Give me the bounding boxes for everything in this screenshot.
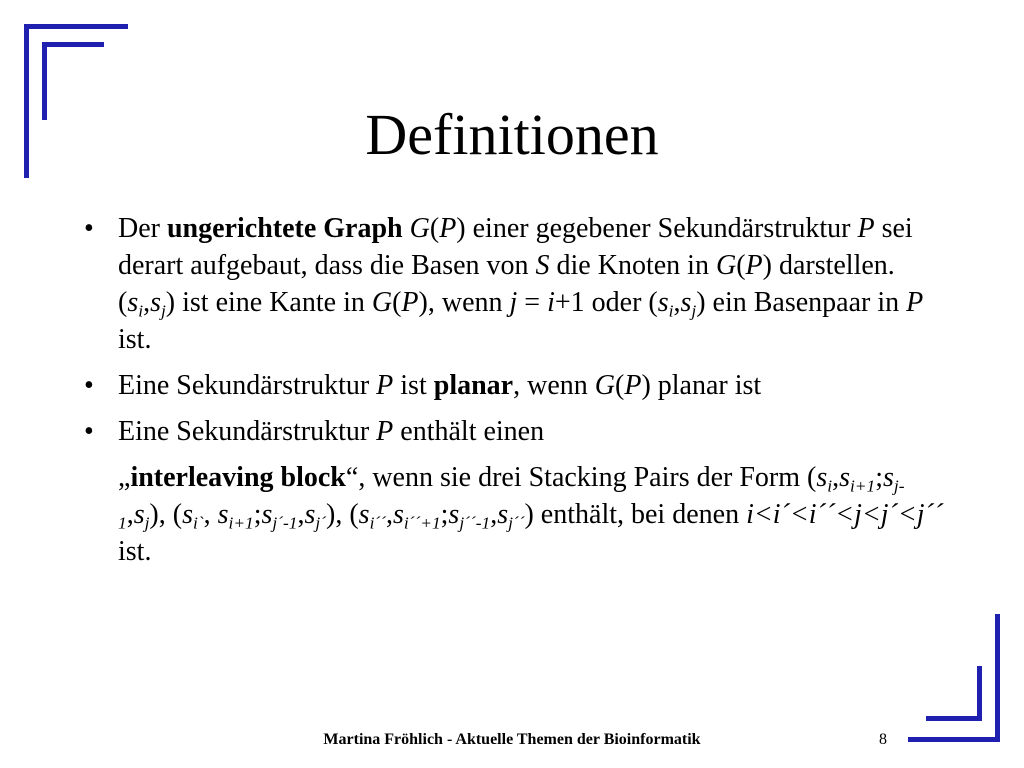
- math-var: s: [392, 499, 404, 530]
- math-subscript: i`: [192, 513, 204, 533]
- text-run: ) ist eine Kante in: [165, 287, 372, 318]
- math-var: s: [839, 462, 850, 493]
- math-var: G: [715, 250, 737, 281]
- text-run: ,: [385, 499, 393, 530]
- math-var: s: [657, 287, 669, 318]
- bullet-planar-definition: [80, 367, 950, 404]
- text-run: (: [615, 370, 625, 401]
- math-var: G: [371, 287, 393, 318]
- math-var: G: [594, 370, 615, 401]
- text-run: Der: [118, 213, 167, 244]
- math-var: s: [882, 462, 894, 493]
- math-var: P: [906, 287, 924, 318]
- math-var: s: [127, 287, 139, 318]
- text-run: ,: [490, 499, 498, 530]
- text-run: (: [392, 287, 402, 318]
- term-ungerichtete-graph: ungerichtete Graph: [166, 213, 403, 244]
- text-run: ist.: [118, 324, 152, 355]
- math-subscript: j: [160, 301, 166, 321]
- corner-frame-bottom-right-outer-vertical: [995, 614, 1000, 742]
- corner-frame-top-left-inner-horizontal: [42, 42, 104, 47]
- math-var: P: [439, 213, 457, 244]
- math-var: s: [358, 499, 370, 530]
- math-subscript: i: [138, 301, 144, 321]
- corner-frame-top-left-outer-horizontal: [24, 24, 128, 29]
- page-number: 8: [879, 731, 887, 748]
- math-var: s: [217, 499, 229, 530]
- index-inequality: i<i´<i´´<j<j´<j´´: [746, 499, 944, 530]
- text-run: ,: [203, 499, 218, 530]
- math-var: j: [509, 287, 518, 318]
- text-run: ), (: [326, 499, 359, 530]
- math-var: s: [816, 462, 828, 493]
- corner-frame-bottom-right-inner-vertical: [977, 666, 982, 720]
- text-run: (: [736, 250, 746, 281]
- math-var: s: [680, 287, 692, 318]
- text-run: sei derart aufgebaut, dass die Basen von: [118, 213, 913, 281]
- text-run: ,: [126, 499, 134, 530]
- text-run: ) enthält, bei denen: [524, 499, 747, 530]
- math-subscript: j-1: [118, 476, 905, 533]
- math-subscript: j: [144, 513, 150, 533]
- text-run: [403, 213, 410, 244]
- text-run: +1 oder (: [554, 287, 658, 318]
- text-run: Eine Sekundärstruktur: [118, 370, 377, 401]
- math-subscript: i´´+1: [403, 513, 441, 533]
- text-run: ) ein Basenpaar in: [696, 287, 907, 318]
- bullet-marker: •: [84, 213, 94, 244]
- term-planar: planar: [433, 370, 514, 401]
- text-run: ), (: [149, 499, 183, 530]
- math-subscript: i+1: [849, 476, 876, 496]
- bullet-marker: •: [84, 370, 94, 401]
- term-interleaving-block: interleaving block: [130, 462, 346, 493]
- text-run: ,: [297, 499, 305, 530]
- math-subscript: i+1: [228, 513, 254, 533]
- text-run: Eine Sekundärstruktur: [118, 416, 377, 447]
- text-run: ;: [875, 462, 883, 493]
- text-run: =: [517, 287, 548, 318]
- math-var: P: [624, 370, 642, 401]
- math-var: G: [409, 213, 430, 244]
- text-run: ist.: [118, 536, 152, 567]
- text-run: (: [429, 213, 440, 244]
- math-subscript: i: [668, 301, 674, 321]
- math-var: s: [261, 499, 273, 530]
- text-run: enthält einen: [393, 416, 545, 447]
- interleaving-block-definition: [80, 459, 950, 570]
- math-var: P: [745, 250, 763, 281]
- bullet-interleaving-intro: [80, 413, 950, 450]
- text-run: ,: [673, 287, 681, 318]
- math-var: s: [497, 499, 509, 530]
- text-run: „: [118, 462, 131, 493]
- bullet-graph-definition: [80, 210, 950, 358]
- math-var: P: [857, 213, 875, 244]
- corner-frame-bottom-right-inner-horizontal: [926, 716, 982, 721]
- math-subscript: j´´: [508, 513, 525, 533]
- text-run: die Knoten in: [549, 250, 716, 281]
- math-subscript: j´: [315, 513, 326, 533]
- math-var: P: [401, 287, 419, 318]
- math-var: s: [304, 499, 316, 530]
- math-subscript: i: [827, 476, 833, 496]
- text-run: ) einer gegebener Sekundärstruktur: [456, 213, 858, 244]
- math-var: S: [535, 250, 550, 281]
- text-run: ;: [440, 499, 449, 530]
- math-var: s: [448, 499, 460, 530]
- math-var: i: [547, 287, 555, 318]
- math-subscript: i´´: [369, 513, 386, 533]
- text-run: ) planar ist: [641, 370, 762, 401]
- text-run: ,: [832, 462, 840, 493]
- math-subscript: j: [691, 301, 697, 321]
- text-run: ;: [253, 499, 262, 530]
- math-var: s: [150, 287, 161, 318]
- slide-content: [80, 210, 950, 579]
- math-var: P: [376, 370, 394, 401]
- text-run: ), wenn: [418, 287, 510, 318]
- text-run: “, wenn sie drei Stacking Pairs der Form (: [345, 462, 817, 493]
- text-run: ) darstellen. (: [118, 250, 895, 318]
- bullet-marker: •: [84, 416, 94, 447]
- text-run: ist: [393, 370, 434, 401]
- math-var: s: [133, 499, 145, 530]
- text-run: , wenn: [513, 370, 595, 401]
- slide-footer: Martina Fröhlich - Aktuelle Themen der Bioinformatik: [323, 731, 701, 748]
- math-subscript: j´´-1: [459, 513, 491, 533]
- math-var: s: [182, 499, 193, 530]
- text-run: ,: [143, 287, 151, 318]
- slide-title: Definitionen: [365, 102, 659, 167]
- math-subscript: j´-1: [272, 513, 298, 533]
- math-var: P: [376, 416, 394, 447]
